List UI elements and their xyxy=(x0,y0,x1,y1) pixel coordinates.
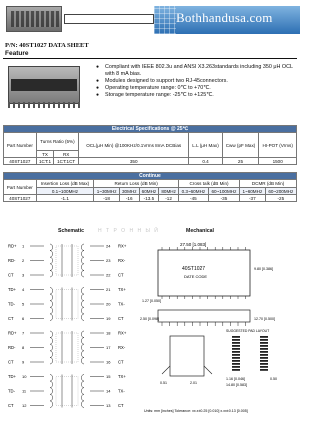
dim: 1.16 [0.046] xyxy=(226,377,245,381)
col-cww: Cww (pF Max) xyxy=(222,133,259,158)
pad xyxy=(232,351,240,353)
coil-primary xyxy=(50,270,53,277)
pad xyxy=(232,363,240,365)
pad xyxy=(260,351,268,353)
feature-item: ● Operating temperature range: 0℃ to +70℃. xyxy=(96,85,296,92)
col-part-number: Part Number xyxy=(4,133,37,158)
pin-number-right: 19 xyxy=(106,316,111,321)
pin-label-right: CT xyxy=(118,272,124,278)
coil-primary xyxy=(50,314,53,321)
pin-label-right: TX+ xyxy=(118,374,126,379)
col-ocl: OCL(μH Min) @100KHz/0.1Vrms 8mA DCBias xyxy=(79,133,189,158)
freq: 0.3~60MHz xyxy=(178,188,208,195)
pin-number-right: 20 xyxy=(106,301,111,307)
side-pins xyxy=(162,322,246,326)
pin-number-right: 21 xyxy=(106,287,111,292)
freq: 80MHz xyxy=(159,188,179,195)
coil-primary xyxy=(50,331,53,338)
package-outline xyxy=(158,250,250,296)
cell: -25 xyxy=(265,195,296,202)
coil-secondary xyxy=(81,288,84,295)
pin-label-left: TD- xyxy=(8,301,15,307)
pin-number-left: 12 xyxy=(22,403,27,408)
freq: 0.1~100MHz xyxy=(36,188,94,195)
pin-number-left: 9 xyxy=(22,359,25,365)
cell: -12 xyxy=(159,195,179,202)
coil-primary xyxy=(50,251,53,258)
brand-name: Bothhandusa.com xyxy=(176,10,273,25)
pad-layout xyxy=(232,336,268,371)
col-insertion-loss: Insertion Loss (dB Max) xyxy=(36,180,94,188)
choke-box xyxy=(56,377,78,406)
pin-number-left: 7 xyxy=(22,330,25,336)
table-row xyxy=(4,158,297,165)
cell: 1CT:1 xyxy=(36,158,54,165)
schematic-label: Schematic xyxy=(58,228,84,234)
dim: 1.27 [0.050] xyxy=(142,299,161,303)
cell: 1500 xyxy=(259,158,297,165)
coil-primary xyxy=(50,357,53,364)
freq: 60~100MHz xyxy=(208,188,239,195)
coil-secondary xyxy=(81,257,84,264)
coil-secondary xyxy=(81,264,84,271)
pad xyxy=(260,357,268,359)
mechanical-label: Mechanical xyxy=(186,228,214,234)
coil-primary xyxy=(50,294,53,301)
pin-label-right: RX- xyxy=(118,258,126,263)
pin-label-left: RD+ xyxy=(8,243,17,249)
pin-label-left: RD- xyxy=(8,258,16,263)
part-title: P/N: 40ST1027 DATA SHEET xyxy=(5,42,89,49)
coil-primary xyxy=(50,264,53,271)
pin-label-left: TD+ xyxy=(8,374,17,379)
pad xyxy=(260,369,268,371)
pad xyxy=(232,369,240,371)
pin-label-left: CT xyxy=(8,359,14,365)
pin-label-left: CT xyxy=(8,272,14,278)
pad xyxy=(232,348,240,350)
coil-secondary xyxy=(81,251,84,258)
package-pins xyxy=(162,247,246,299)
pin-label-right: RX+ xyxy=(118,330,127,336)
coil-secondary xyxy=(81,357,84,364)
pin-label-left: TD- xyxy=(8,388,15,394)
pin-number-right: 23 xyxy=(106,258,111,263)
dim: 2.01 xyxy=(190,381,197,385)
coil-primary xyxy=(50,351,53,358)
pin-number-left: 3 xyxy=(22,272,25,278)
pin-number-right: 15 xyxy=(106,374,111,379)
dim: 9.80 [0.386] xyxy=(254,267,273,271)
dim: 2.50 [0.098] xyxy=(140,317,159,321)
feature-item: ● Compliant with IEEE 802.3u and ANSI X3.263standards including 350 μH OCL with 8 mA bias. xyxy=(96,64,296,78)
cell: 350 xyxy=(79,158,189,165)
dim: 0.50 xyxy=(270,377,277,381)
freq: 30MHz xyxy=(119,188,139,195)
col-part-number: Part Number xyxy=(4,180,37,195)
col-rx: RX xyxy=(54,151,79,158)
pin-label-right: CT xyxy=(118,359,124,365)
cell: -18 xyxy=(94,195,120,202)
pad xyxy=(232,357,240,359)
pad xyxy=(232,342,240,344)
coil-secondary xyxy=(81,331,84,338)
pin-number-left: 6 xyxy=(22,316,25,321)
schematic-diagram xyxy=(6,238,140,418)
col-turns-ratio: Turns Ratio (5%) xyxy=(36,133,78,151)
pad xyxy=(260,360,268,362)
pad xyxy=(260,363,268,365)
pad-note: SUGGESTED PAD LAYOUT xyxy=(226,329,270,333)
pad xyxy=(232,339,240,341)
pad xyxy=(260,336,268,338)
pad xyxy=(260,342,268,344)
pin-number-left: 5 xyxy=(22,301,25,307)
pin-label-right: RX- xyxy=(118,345,126,350)
pin-label-right: CT xyxy=(118,316,124,321)
pad xyxy=(260,345,268,347)
pad xyxy=(232,366,240,368)
dim-top: 27.50 [1.083] xyxy=(180,242,207,247)
pin-number-left: 10 xyxy=(22,374,27,379)
header-box xyxy=(64,14,154,24)
pin-label-left: RD+ xyxy=(8,330,17,336)
pad xyxy=(232,354,240,356)
header xyxy=(0,0,300,40)
pad xyxy=(232,360,240,362)
freq: 60MHz xyxy=(139,188,159,195)
coil-primary xyxy=(50,375,53,382)
pin-number-right: 14 xyxy=(106,388,111,394)
part-marking: 40ST1027 xyxy=(182,266,206,272)
col-return-loss: Return Loss (dB Min) xyxy=(94,180,179,188)
product-photo xyxy=(6,6,62,32)
dim: 14.80 [0.583] xyxy=(226,383,247,387)
coil-primary xyxy=(50,381,53,388)
watermark: Н Т Р О Н Н Ы Й xyxy=(98,228,160,234)
pin-number-right: 22 xyxy=(106,272,111,278)
coil-secondary xyxy=(81,314,84,321)
divider xyxy=(3,58,297,59)
end-view xyxy=(170,336,204,376)
electrical-spec-table xyxy=(3,125,297,165)
table-title: Electrical Specifications @ 25℃ xyxy=(4,126,297,133)
coil-primary xyxy=(50,344,53,351)
pin-label-left: TD+ xyxy=(8,287,17,292)
coil-secondary xyxy=(81,307,84,314)
choke-box xyxy=(56,333,78,362)
cell: 40ST1027 xyxy=(4,158,37,165)
end-view-legs xyxy=(162,366,212,374)
col-hipot: HI-POT (Vrms) xyxy=(259,133,297,158)
coil-secondary xyxy=(81,381,84,388)
dim: 0.51 xyxy=(160,381,167,385)
feature-heading: Feature xyxy=(5,50,29,57)
pin-label-right: RX+ xyxy=(118,243,127,249)
choke-box xyxy=(56,246,78,275)
coil-primary xyxy=(50,394,53,401)
col-dcmr: DCMR (dB Min) xyxy=(240,180,297,188)
continue-spec-table xyxy=(3,172,297,202)
pin-number-left: 1 xyxy=(22,243,25,249)
pin-number-right: 16 xyxy=(106,359,111,365)
coil-secondary xyxy=(81,351,84,358)
col-ll: L.L (μH Max) xyxy=(189,133,222,158)
cell: 0.4 xyxy=(189,158,222,165)
coil-secondary xyxy=(81,401,84,408)
pad xyxy=(260,348,268,350)
table-title: Continue xyxy=(4,173,297,180)
coil-primary xyxy=(50,244,53,251)
pin-label-left: CT xyxy=(8,316,14,321)
pin-number-right: 18 xyxy=(106,330,111,336)
cell: 1CT:1CT xyxy=(54,158,79,165)
pin-label-left: CT xyxy=(8,403,14,408)
pad xyxy=(232,345,240,347)
pin-number-right: 17 xyxy=(106,345,111,350)
pin-number-left: 4 xyxy=(22,287,25,292)
feature-item: ● Storage temperature range: -25℃ to +125℃. xyxy=(96,92,296,99)
mechanical-drawing xyxy=(140,236,300,421)
units-note: Units: mm [inches] Tolerance: xx.x±0.25 [0.010] x.xx±0.13 [0.005] xyxy=(144,409,248,413)
coil-primary xyxy=(50,401,53,408)
cell: -1.1 xyxy=(36,195,94,202)
feature-item: ● Modules designed to support two RJ-45connectors. xyxy=(96,78,296,85)
freq: 1~60MHz xyxy=(240,188,266,195)
coil-primary xyxy=(50,388,53,395)
pin-number-left: 11 xyxy=(22,388,27,394)
choke-box xyxy=(56,290,78,319)
col-tx: TX xyxy=(36,151,54,158)
pin-label-right: TX- xyxy=(118,301,125,307)
freq: 1~30MHz xyxy=(94,188,120,195)
pad xyxy=(260,366,268,368)
component-image xyxy=(8,66,80,104)
coil-secondary xyxy=(81,244,84,251)
coil-secondary xyxy=(81,388,84,395)
pin-number-right: 13 xyxy=(106,403,111,408)
component-pins xyxy=(8,102,80,108)
cell: -13.5 xyxy=(139,195,159,202)
pin-label-right: TX+ xyxy=(118,287,126,292)
coil-secondary xyxy=(81,270,84,277)
pin-label-right: CT xyxy=(118,403,124,408)
coil-secondary xyxy=(81,301,84,308)
coil-primary xyxy=(50,288,53,295)
coil-secondary xyxy=(81,394,84,401)
pin-label-right: TX- xyxy=(118,388,125,394)
side-view xyxy=(158,310,250,322)
pad xyxy=(260,354,268,356)
coil-secondary xyxy=(81,375,84,382)
cell: 25 xyxy=(222,158,259,165)
pin-number-right: 24 xyxy=(106,243,111,249)
coil-secondary xyxy=(81,294,84,301)
pad xyxy=(260,339,268,341)
pin-number-left: 2 xyxy=(22,258,25,263)
cell: -37 xyxy=(240,195,266,202)
cell: -45 xyxy=(178,195,208,202)
coil-secondary xyxy=(81,338,84,345)
pin-number-left: 8 xyxy=(22,345,25,350)
cell: -35 xyxy=(208,195,239,202)
col-cross-talk: Cross talk (dB Min) xyxy=(178,180,239,188)
coil-primary xyxy=(50,338,53,345)
coil-primary xyxy=(50,257,53,264)
freq: 60~200MHz xyxy=(265,188,296,195)
dim: 12.70 [0.500] xyxy=(254,317,275,321)
cell: -16 xyxy=(119,195,139,202)
pin-label-left: RD- xyxy=(8,345,16,350)
feature-list xyxy=(96,64,296,99)
cell: 40ST1027 xyxy=(4,195,37,202)
banner-grid xyxy=(154,6,176,34)
table-row xyxy=(4,195,297,202)
coil-primary xyxy=(50,301,53,308)
coil-secondary xyxy=(81,344,84,351)
pad xyxy=(232,336,240,338)
date-code: DATE CODE xyxy=(184,274,208,279)
coil-primary xyxy=(50,307,53,314)
